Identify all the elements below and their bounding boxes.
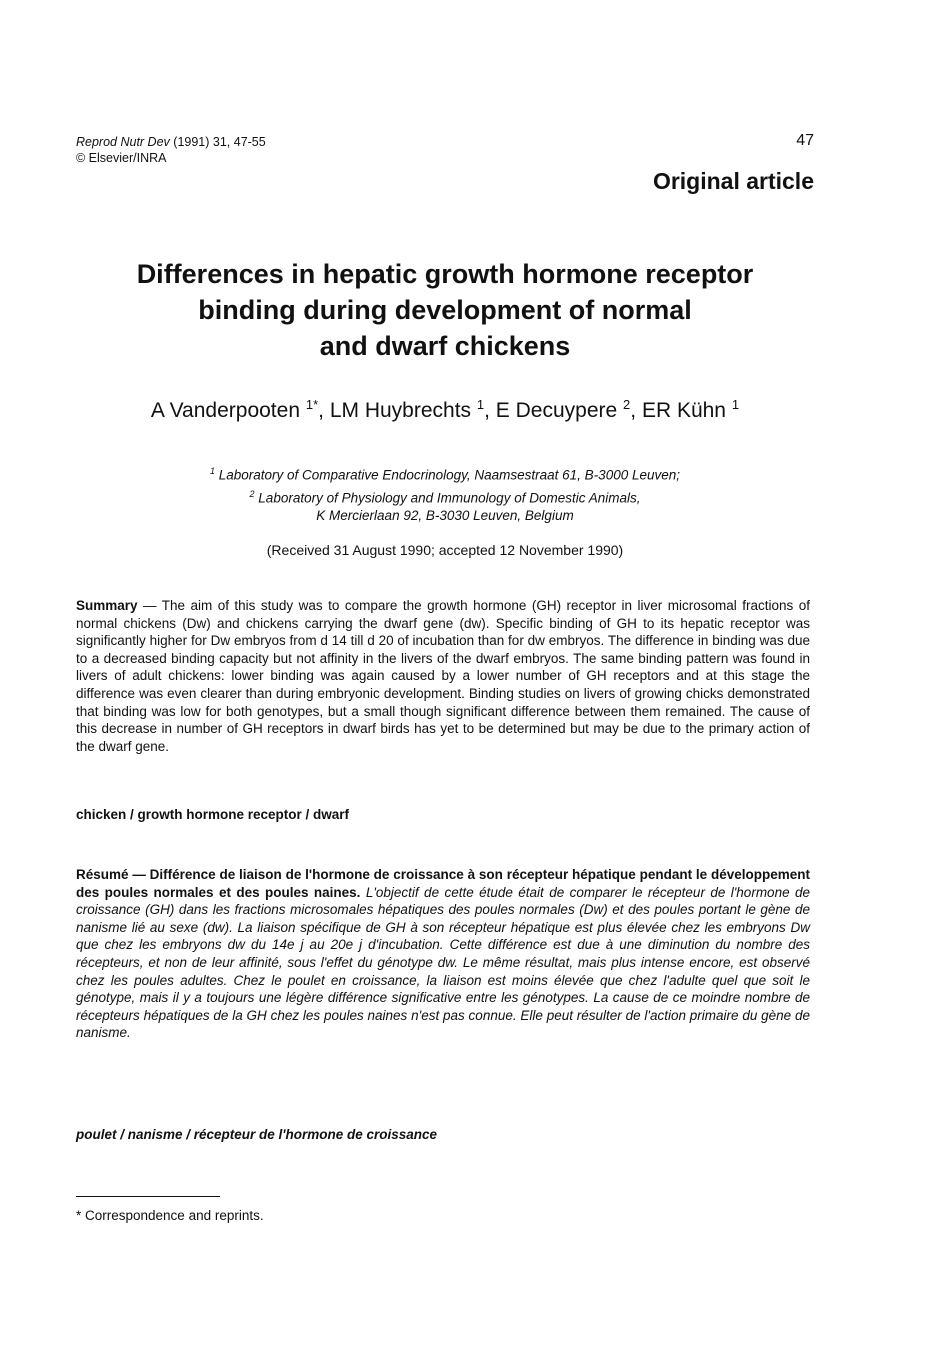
journal-citation <box>76 134 266 166</box>
copyright-line: © Elsevier/INRA <box>76 151 167 165</box>
affiliation-line: K Mercierlaan 92, B-3030 Leuven, Belgium <box>316 508 574 523</box>
author-name: ER Kühn <box>641 399 726 422</box>
author-affiliation-mark: 1* <box>305 397 319 412</box>
affiliation-number: 2 <box>249 488 255 499</box>
page-number: 47 <box>796 132 814 149</box>
keywords-french: poulet / nanisme / récepteur de l'hormone de croissance <box>76 1127 438 1142</box>
article-type-label: Original article <box>652 168 814 194</box>
summary-paragraph: Summary — The aim of this study was to compare the growth hormone (GH) receptor in liver microsomal fractions of normal chickens (Dw) and chickens carrying the dwarf gene (dw). Specific binding of GH to its hepatic receptor was significantly higher for Dw embryos from d 14 till d 20 of incubation than for dw embryos. The difference in binding was due to a decreased binding capacity but not affinity in the livers of the dwarf embryos. The same binding pattern was found in livers of adult chickens: lower binding was again caused by a lower number of GH receptors and at this stage the difference was even clearer than during embryonic development. Binding studies on livers of growing chicks demonstrated that binding was low for both genotypes, but a small though significant difference between them remained. The cause of this decrease in number of GH receptors in dwarf birds has yet to be determined but may be due to the primary action of the dwarf gene. <box>76 598 810 754</box>
title-line: and dwarf chickens <box>319 331 571 361</box>
resume-paragraph <box>76 866 810 1042</box>
received-dates: (Received 31 August 1990; accepted 12 November 1990) <box>266 542 624 558</box>
summary-text: The aim of this study was to compare the growth hormone (GH) receptor in liver microsomal fractions of normal chickens (Dw) and chickens carrying the dwarf gene (dw). Specific binding of GH to its hepatic receptor was significantly higher for Dw embryos from d 14 till d 20 of incubation than for dw embryos. The difference in binding was due to a decreased binding capacity but not affinity in the livers of the dwarf embryos. The same binding pattern was found in livers of adult chickens: lower binding was again caused by a lower number of GH receptors and at this stage the difference was even clearer than during embryonic development. Binding studies on livers of growing chicks demonstrated that binding was low for both genotypes, but a small though significant difference between them remained. The cause of this decrease in number of GH receptors in dwarf birds has yet to be determined but may be due to the primary action of the dwarf gene. <box>76 598 810 754</box>
author-affiliation-mark: 1 <box>476 397 485 412</box>
affiliation-line <box>120 462 770 485</box>
affiliation-text: Laboratory of Comparative Endocrinology, Naamsestraat 61, B-3000 Leuven; <box>218 467 681 483</box>
author-name: LM Huybrechts <box>329 399 472 422</box>
summary-heading: Summary <box>76 598 138 613</box>
author-affiliation-mark: 2 <box>623 397 631 412</box>
affiliation-number: 1 <box>209 466 215 476</box>
correspondence-footnote: * Correspondence and reprints. <box>76 1208 264 1223</box>
journal-volume-pages: (1991) 31, 47-55 <box>173 135 266 149</box>
affiliations <box>120 462 770 525</box>
author-name: E Decuypere <box>495 399 618 422</box>
author-name: A Vanderpooten <box>150 399 300 422</box>
resume-text: L'objectif de cette étude était de comparer le récepteur de l'hormone de croissance (GH) dans les fractions microsomales hépatiques des poules normales (Dw) et des poules portant le gène de nanisme lié au sexe (dw). La liaison spécifique de GH à son récepteur hépatique est plus élevée chez les embryons Dw que chez les embryons dw du 14e j au 20e j d'incubation. Cette différence est due à une diminution du nombre des récepteurs, et non de leur affinité, sous l'effet du génotype dw. Le même résultat, mais plus intense encore, est observé chez les poules adultes. Chez le poulet en croissance, la liaison est moins élevée que chez l'adulte quel que soit le génotype, mais il y a toujours une légère différence significative entre les génotypes. La cause de ce moindre nombre de récepteurs hépatiques de la GH chez les poules naines n'est pas connue. Elle peut résulter de l'action primaire du gène de nanisme. <box>76 884 810 1041</box>
footnote-divider <box>76 1196 220 1197</box>
author-affiliation-mark: 1 <box>731 397 740 412</box>
author-list: A Vanderpooten $^{1*}$, LM Huybrechts $^1$, E Decuypere $^2$, ER Kühn $^1$ <box>150 397 740 422</box>
keywords-english: chicken / growth hormone receptor / dwarf <box>76 807 350 822</box>
resume-heading: Résumé — Différence de liaison de l'hormone de croissance à son récepteur hépatique pendant le développement des poules normales et des poules naines. <box>76 867 810 900</box>
article-title <box>100 256 790 364</box>
title-line: binding during development of normal <box>198 295 692 325</box>
affiliation-line <box>120 485 770 508</box>
affiliation-text: Laboratory of Physiology and Immunology of Domestic Animals, <box>258 490 641 505</box>
journal-name: Reprod Nutr Dev <box>76 135 170 149</box>
title-line: Differences in hepatic growth hormone receptor <box>136 259 754 289</box>
